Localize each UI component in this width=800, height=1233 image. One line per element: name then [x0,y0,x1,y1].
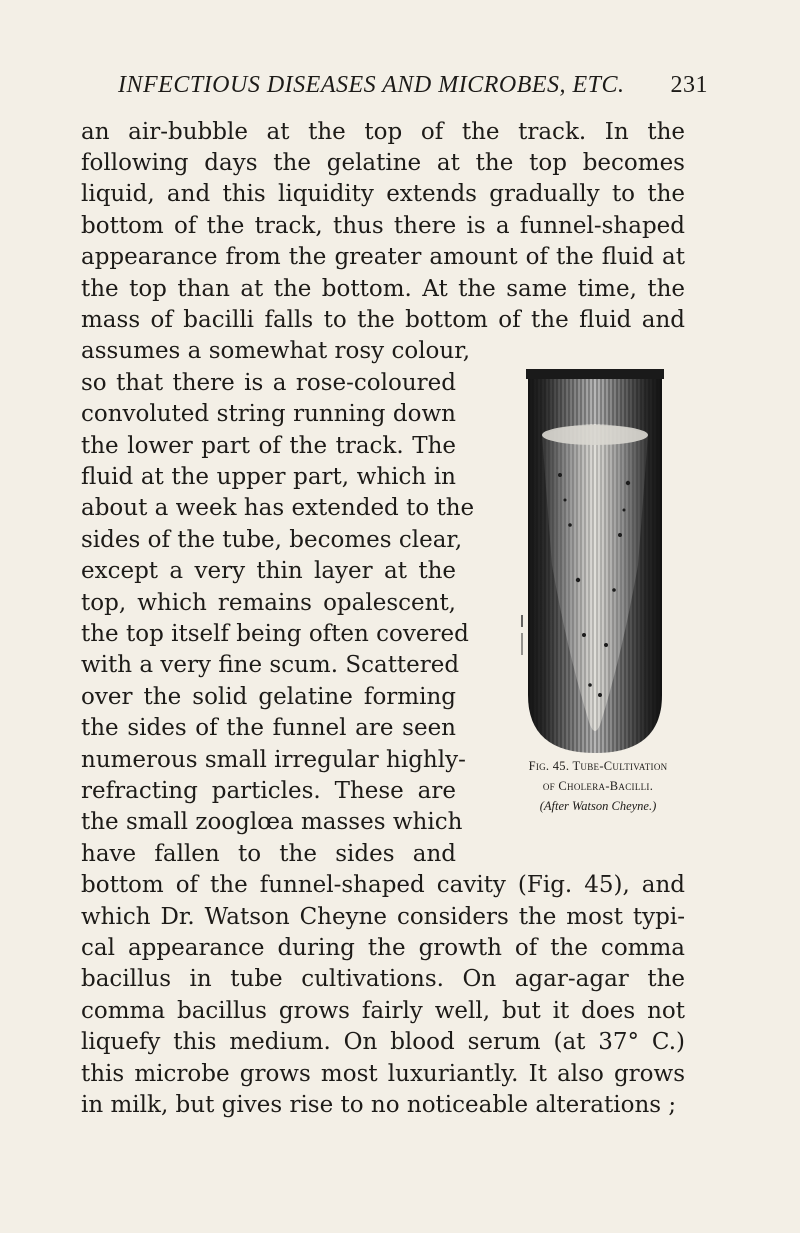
text-line: an air-bubble at the top of the track. In the [81,119,685,145]
text-line: except a very thin layer at the [81,558,456,584]
running-title: INFECTIOUS DISEASES AND MICROBES, ETC. [118,72,625,98]
text-line: fluid at the upper part, which in [81,464,456,490]
text-line: sides of the tube, becomes clear, [81,527,463,553]
text-line: the sides of the funnel are seen [81,715,456,741]
page-number: 231 [670,72,708,98]
text-line: the small zooglœa masses which [81,809,463,835]
text-line: appearance from the greater amount of the fluid at [81,244,685,270]
text-line: with a very fine scum. Scattered [81,652,460,678]
text-line: mass of bacilli falls to the bottom of the fluid and [81,307,685,333]
text-line: refracting particles. These are [81,778,456,804]
text-line: top, which remains opalescent, [81,590,456,616]
text-line: bottom of the funnel-shaped cavity (Fig. 45), and [81,872,685,898]
text-line: so that there is a rose-coloured [81,370,456,396]
text-line: assumes a somewhat rosy colour, [81,338,471,364]
text-line: the top itself being often covered [81,621,469,647]
text-line: convoluted string running down [81,401,456,427]
figure-caption-subtitle: of Cholera-Bacilli. [542,779,654,793]
text-line: following days the gelatine at the top becomes [81,150,685,176]
text-line: the lower part of the track. The [81,433,456,459]
text-line: bottom of the track, thus there is a funnel-shaped [81,213,685,239]
text-line: liquid, and this liquidity extends gradually to the [81,181,685,207]
text-line: this microbe grows most luxuriantly. It also grows [81,1061,685,1087]
text-line: cal appearance during the growth of the comma [81,935,685,961]
text-line: the top than at the bottom. At the same time, the [81,276,685,302]
figure-caption-title: Fig. 45. Tube-Cultivation [528,759,668,773]
figure-caption-credit: (After Watson Cheyne.) [539,799,657,813]
text-line: have fallen to the sides and [81,841,456,867]
text-line: in milk, but gives rise to no noticeable alterations ; [81,1092,677,1118]
text-line: bacillus in tube cultivations. On agar-agar the [81,966,685,992]
text-line: over the solid gelatine forming [81,684,456,710]
text-line: liquefy this medium. On blood serum (at 37° C.) [81,1029,685,1055]
tube-cultivation-figure [520,365,670,757]
text-line: comma bacillus grows fairly well, but it does not [81,998,685,1024]
running-header [118,66,708,102]
tube-illustration [520,365,670,757]
text-line: which Dr. Watson Cheyne considers the most typi- [81,904,685,930]
text-line: about a week has extended to the [81,495,475,521]
text-line: numerous small irregular highly- [81,747,466,773]
